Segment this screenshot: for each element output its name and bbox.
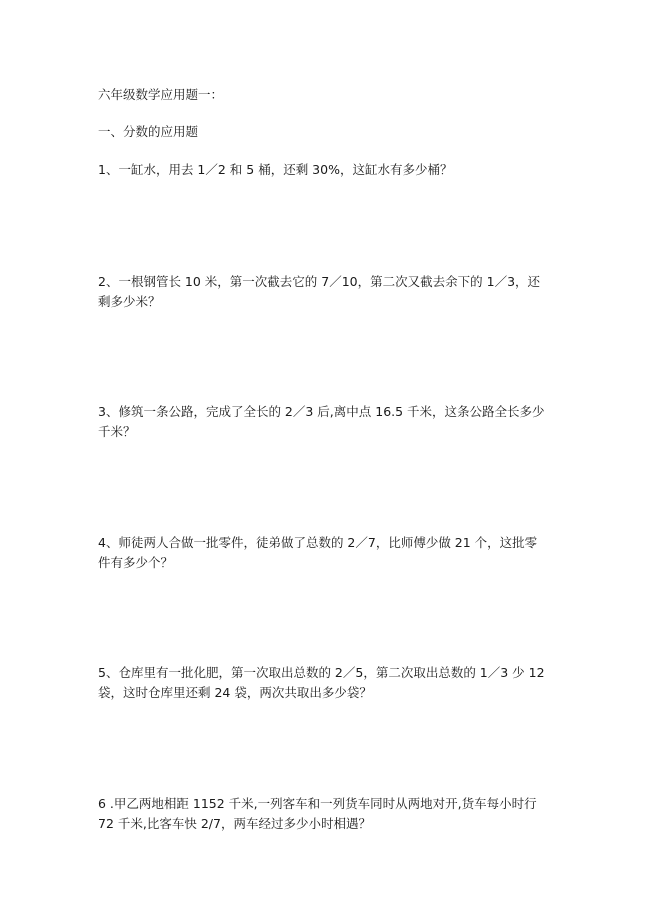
- problem-6: [98, 794, 558, 834]
- problem-2-line-1: 2、一根钢管长 10 米，第一次截去它的 7／10，第二次又截去余下的 1／3，还: [98, 274, 541, 289]
- section-heading: 一、分数的应用题: [98, 124, 199, 139]
- problem-4-line-1: 4、师徒两人合做一批零件，徒弟做了总数的 2／7，比师傅少做 21 个，这批零: [98, 535, 538, 550]
- problem-4-line-2: 件有多少个？: [98, 555, 174, 570]
- problem-6-line-2: 72 千米,比客车快 2/7，两车经过多少小时相遇？: [98, 816, 371, 831]
- problem-2: [98, 272, 558, 312]
- document-title: 六年级数学应用题一：: [98, 87, 224, 102]
- problem-5-line-2: 袋，这时仓库里还剩 24 袋，两次共取出多少袋？: [98, 685, 372, 700]
- problem-6-line-1: 6 .甲乙两地相距 1152 千米,一列客车和一列货车同时从两地对开,货车每小时行: [98, 796, 537, 811]
- problem-3-line-2: 千米？: [98, 424, 136, 439]
- problem-3-line-1: 3、修筑一条公路，完成了全长的 2／3 后,离中点 16.5 千米，这条公路全长多少: [98, 404, 545, 419]
- problem-1: [98, 160, 558, 180]
- problem-2-line-2: 剩多少米？: [98, 294, 161, 309]
- problem-5: [98, 663, 558, 703]
- problem-3: [98, 402, 558, 442]
- problem-1-line-1: 1、一缸水，用去 1／2 和 5 桶，还剩 30%，这缸水有多少桶？: [98, 162, 453, 177]
- problem-4: [98, 533, 558, 573]
- problem-5-line-1: 5、仓库里有一批化肥，第一次取出总数的 2／5，第二次取出总数的 1／3 少 12: [98, 665, 545, 680]
